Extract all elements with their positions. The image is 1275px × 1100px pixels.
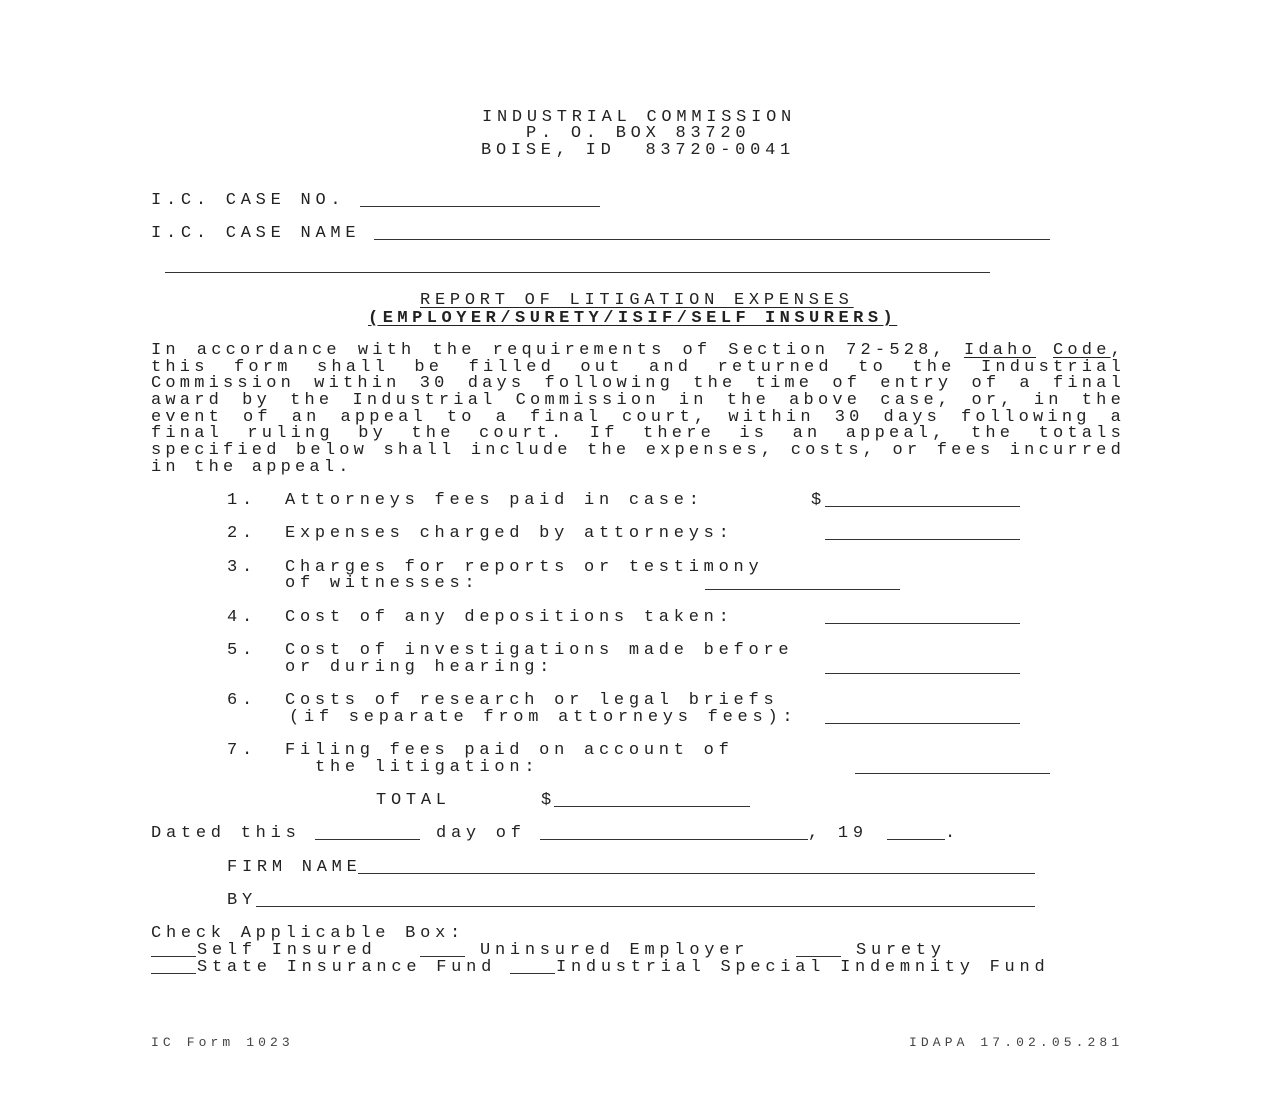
uninsured-employer-checkbox[interactable]: [420, 956, 465, 957]
attorney-expenses-field[interactable]: [825, 539, 1020, 540]
case-no-label: I.C. CASE NO.: [151, 191, 346, 210]
item-label: Expenses charged by attorneys:: [285, 524, 734, 543]
case-name-label: I.C. CASE NAME: [151, 224, 361, 243]
currency-symbol: $: [811, 491, 826, 510]
item-number: 2.: [227, 524, 257, 543]
surety-checkbox[interactable]: [796, 956, 841, 957]
case-no-field[interactable]: [360, 206, 600, 207]
form-title: REPORT OF LITIGATION EXPENSES: [420, 291, 854, 310]
form-number: IC Form 1023: [151, 1035, 294, 1050]
item-number: 7.: [227, 741, 257, 760]
item-label-continued: or during hearing:: [285, 658, 555, 677]
by-label: BY: [227, 891, 257, 910]
signature-field[interactable]: [256, 906, 1035, 907]
dated-label: Dated this: [151, 824, 301, 843]
intro-line-1: [151, 342, 1125, 359]
intro-text: In accordance with the requirements of Section 72-528,: [151, 341, 947, 360]
item-label: Cost of investigations made before: [285, 641, 794, 660]
firm-name-label: FIRM NAME: [227, 858, 362, 877]
item-label: Charges for reports or testimony: [285, 558, 764, 577]
attorneys-fees-field[interactable]: [825, 506, 1020, 507]
day-of-label: day of: [436, 824, 526, 843]
case-name-field[interactable]: [374, 239, 1050, 240]
comma: ,: [1110, 341, 1125, 360]
currency-symbol: $: [541, 791, 556, 810]
option-label: Industrial Special Indemnity Fund: [556, 958, 1050, 977]
month-field[interactable]: [540, 839, 808, 840]
intro-line-5: event of an appeal to a final court, within 30 days following a: [151, 408, 1125, 427]
code-word: Code: [1052, 341, 1111, 360]
item-label-continued: the litigation:: [315, 758, 540, 777]
header-agency: INDUSTRIAL COMMISSION: [482, 108, 796, 127]
year-prefix: , 19: [808, 824, 868, 843]
item-label: Filing fees paid on account of: [285, 741, 734, 760]
intro-line-2: this form shall be filled out and returned to the Industrial: [151, 358, 1125, 377]
form-subtitle: (EMPLOYER/SURETY/ISIF/SELF INSURERS): [368, 309, 898, 328]
intro-line-6: final ruling by the court. If there is an appeal, the totals: [151, 424, 1125, 443]
total-label: TOTAL: [376, 791, 451, 810]
header-po-box: P. O. BOX 83720: [526, 124, 751, 143]
isif-checkbox[interactable]: [510, 973, 555, 974]
item-label: Costs of research or legal briefs: [285, 691, 779, 710]
intro-line-8: in the appeal.: [151, 458, 353, 477]
research-cost-field[interactable]: [825, 723, 1020, 724]
item-label: Cost of any depositions taken:: [285, 608, 734, 627]
case-name-field-continued[interactable]: [165, 272, 990, 273]
item-number: 5.: [227, 641, 257, 660]
item-label-continued: (if separate from attorneys fees):: [289, 708, 798, 727]
state-insurance-fund-checkbox[interactable]: [151, 973, 196, 974]
witness-charges-field[interactable]: [705, 589, 900, 590]
day-field[interactable]: [315, 839, 420, 840]
item-number: 4.: [227, 608, 257, 627]
self-insured-checkbox[interactable]: [151, 956, 196, 957]
item-number: 1.: [227, 491, 257, 510]
filing-fees-field[interactable]: [855, 773, 1050, 774]
item-number: 6.: [227, 691, 257, 710]
intro-line-4: award by the Industrial Commission in the above case, or, in the: [151, 391, 1125, 410]
option-label: Uninsured Employer: [480, 941, 750, 960]
intro-line-3: Commission within 30 days following the time of entry of a final: [151, 374, 1125, 393]
option-label: State Insurance Fund: [197, 958, 497, 977]
year-field[interactable]: [887, 839, 945, 840]
intro-line-7: specified below shall include the expenses, costs, or fees incurred: [151, 441, 1125, 460]
idapa-reference: IDAPA 17.02.05.281: [909, 1035, 1124, 1050]
header-city: BOISE, ID 83720-0041: [481, 141, 795, 160]
idaho-word: Idaho: [963, 341, 1036, 360]
investigations-cost-field[interactable]: [825, 673, 1020, 674]
dated-end: .: [945, 824, 960, 843]
option-label: Surety: [856, 941, 946, 960]
check-heading: Check Applicable Box:: [151, 924, 465, 943]
item-label-continued: of witnesses:: [285, 574, 480, 593]
firm-name-field[interactable]: [358, 873, 1035, 874]
item-number: 3.: [227, 558, 257, 577]
total-field[interactable]: [554, 806, 750, 807]
option-label: Self Insured: [197, 941, 377, 960]
item-label: Attorneys fees paid in case:: [285, 491, 704, 510]
depositions-cost-field[interactable]: [825, 623, 1020, 624]
